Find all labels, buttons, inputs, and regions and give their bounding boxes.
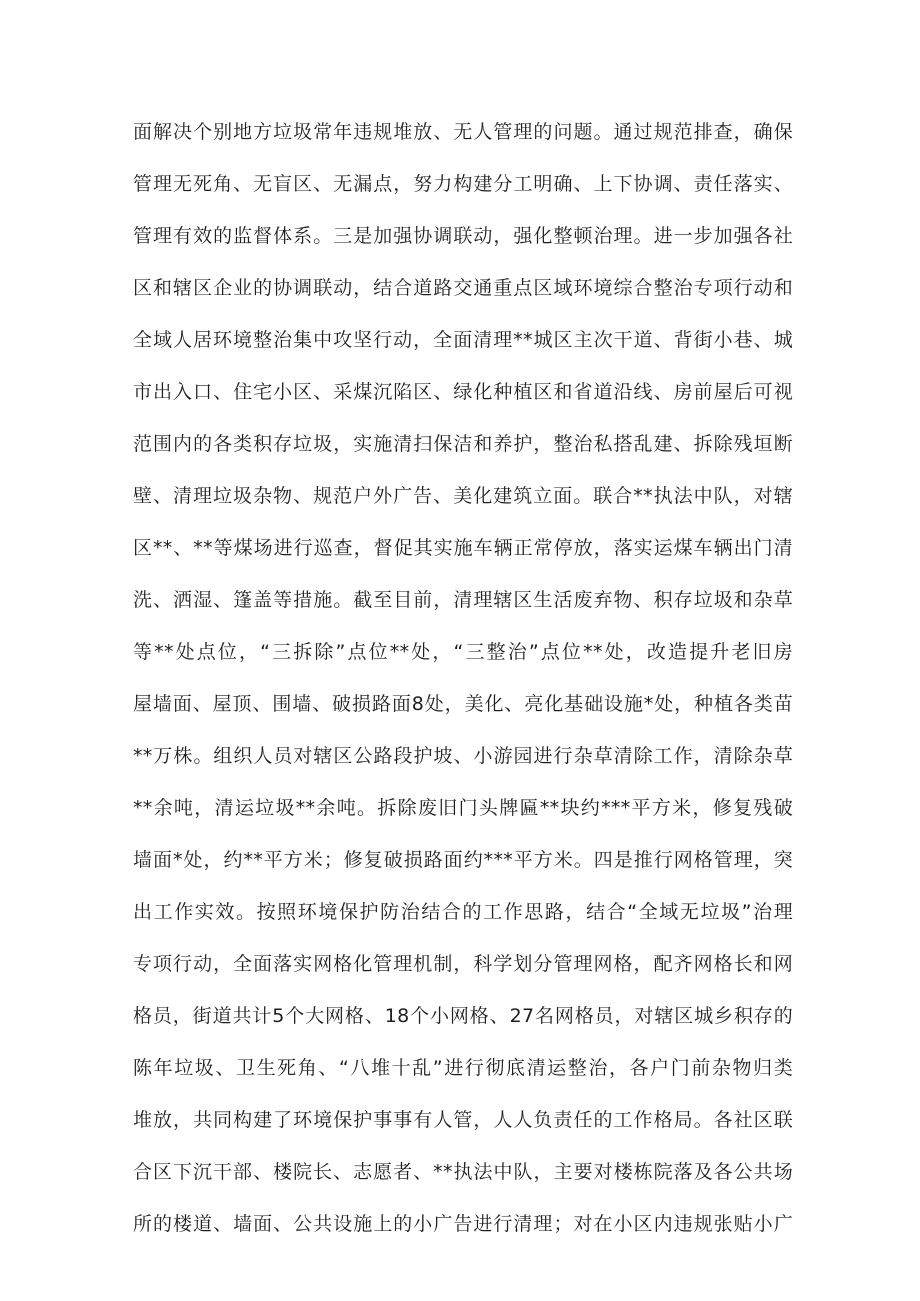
text-line-4: 区和辖区企业的协调联动，结合道路交通重点区域环境综合整治专项行动和 xyxy=(133,277,793,299)
text-line-22: 所的楼道、墙面、公共设施上的小广告进行清理；对在小区内违规张贴小广 xyxy=(133,1213,793,1235)
text-line-16: 出工作实效。按照环境保护防治结合的工作思路，结合“全域无垃圾”治理 xyxy=(133,901,793,923)
text-line-2: 管理无死角、无盲区、无漏点，努力构建分工明确、上下协调、责任落实、 xyxy=(133,173,793,195)
text-line-19: 陈年垃圾、卫生死角、“八堆十乱”进行彻底清运整治，各户门前杂物归类 xyxy=(133,1057,793,1079)
text-line-13: **万株。组织人员对辖区公路段护坡、小游园进行杂草清除工作，清除杂草 xyxy=(133,745,793,767)
text-line-1: 面解决个别地方垃圾常年违规堆放、无人管理的问题。通过规范排查，确保 xyxy=(133,121,793,143)
text-line-9: 区**、**等煤场进行巡查，督促其实施车辆正常停放，落实运煤车辆出门清 xyxy=(133,537,793,559)
text-line-3: 管理有效的监督体系。三是加强协调联动，强化整顿治理。进一步加强各社 xyxy=(133,225,793,247)
text-line-20: 堆放，共同构建了环境保护事事有人管，人人负责任的工作格局。各社区联 xyxy=(133,1109,793,1131)
text-line-17: 专项行动，全面落实网格化管理机制，科学划分管理网格，配齐网格长和网 xyxy=(133,953,793,975)
text-line-14: **余吨，清运垃圾**余吨。拆除废旧门头牌匾**块约***平方米，修复残破 xyxy=(133,797,793,819)
text-line-15: 墙面*处，约**平方米；修复破损路面约***平方米。四是推行网格管理，突 xyxy=(133,849,793,871)
text-line-21: 合区下沉干部、楼院长、志愿者、**执法中队，主要对楼栋院落及各公共场 xyxy=(133,1161,793,1183)
text-line-7: 范围内的各类积存垃圾，实施清扫保洁和养护，整治私搭乱建、拆除残垣断 xyxy=(133,433,793,455)
text-line-12: 屋墙面、屋顶、围墙、破损路面8处，美化、亮化基础设施*处，种植各类苗 xyxy=(133,693,793,715)
text-line-18: 格员，街道共计5个大网格、18个小网格、27名网格员，对辖区城乡积存的 xyxy=(133,1005,793,1027)
text-line-5: 全域人居环境整治集中攻坚行动，全面清理**城区主次干道、背街小巷、城 xyxy=(133,329,793,351)
text-line-6: 市出入口、住宅小区、采煤沉陷区、绿化种植区和省道沿线、房前屋后可视 xyxy=(133,381,793,403)
text-line-11: 等**处点位，“三拆除”点位**处，“三整治”点位**处，改造提升老旧房 xyxy=(133,641,793,663)
text-line-8: 壁、清理垃圾杂物、规范户外广告、美化建筑立面。联合**执法中队，对辖 xyxy=(133,485,793,507)
text-line-10: 洗、洒湿、篷盖等措施。截至目前，清理辖区生活废弃物、积存垃圾和杂草 xyxy=(133,589,793,611)
